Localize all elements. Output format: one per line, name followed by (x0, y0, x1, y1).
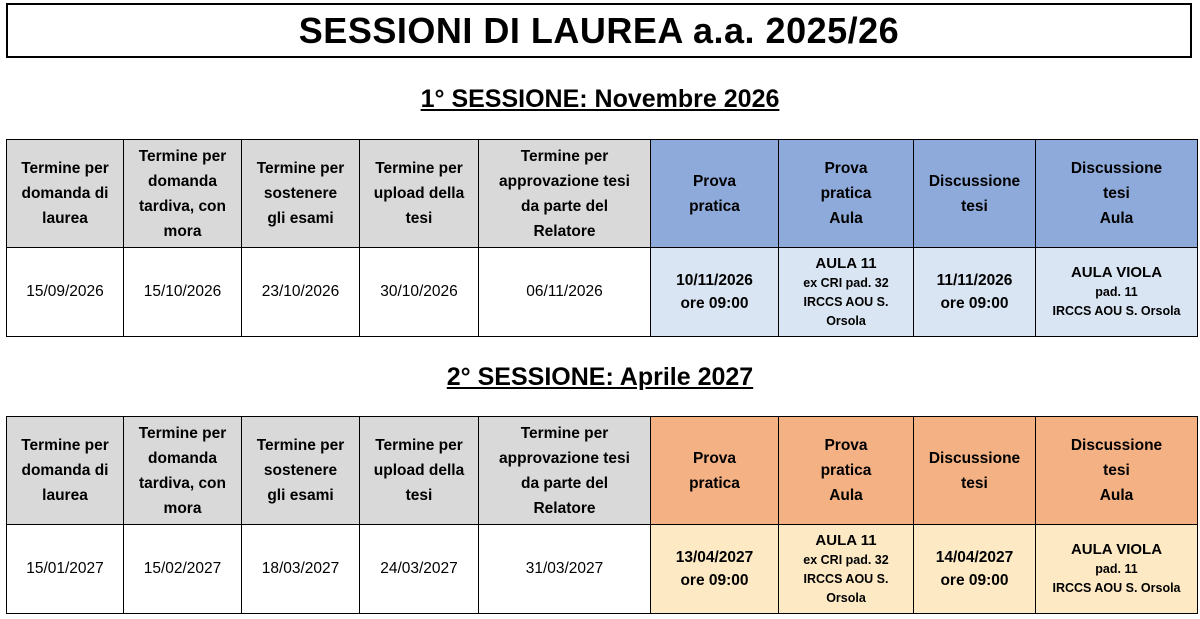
session-1-heading: 1° SESSIONE: Novembre 2026 (420, 85, 780, 113)
header-line: Discussione (1070, 160, 1163, 177)
header-cell (914, 140, 1036, 248)
header-cell (124, 140, 242, 248)
header-line: Termine per (520, 147, 609, 165)
deadline-cell: 30/10/2026 (360, 248, 479, 337)
disc-aula-detail: IRCCS AOU S. Orsola (1052, 304, 1181, 318)
header-row (7, 417, 1198, 525)
header-cell (914, 417, 1036, 525)
deadline-cell: 15/01/2027 (7, 525, 124, 614)
deadline-cell: 15/10/2026 (124, 248, 242, 337)
disc-date-cell (914, 248, 1036, 337)
header-line: tesi (1103, 462, 1130, 479)
disc-aula-cell (1036, 525, 1198, 614)
data-row (7, 248, 1198, 337)
header-line: Termine per (138, 147, 227, 165)
header-line: gli esami (267, 210, 334, 227)
header-cell (479, 140, 651, 248)
header-line: Prova (824, 160, 868, 177)
header-line: da parte del (521, 474, 608, 492)
header-line: Termine per (375, 437, 463, 454)
disc-aula-detail: IRCCS AOU S. Orsola (1052, 581, 1181, 595)
header-line: tesi (961, 474, 988, 492)
disc-aula-detail: pad. 11 (1095, 562, 1138, 576)
page-title: SESSIONI DI LAUREA a.a. 2025/26 (6, 3, 1192, 58)
prova-aula-detail: ex CRI pad. 32 (803, 552, 889, 567)
header-line: tesi (405, 210, 433, 227)
disc-aula-cell (1036, 248, 1198, 337)
header-line: pratica (689, 474, 740, 492)
disc-date-cell (914, 525, 1036, 614)
header-line: tesi (961, 197, 988, 215)
header-cell (779, 417, 914, 525)
header-line: mora (163, 222, 202, 240)
header-line: tesi (1103, 185, 1130, 202)
header-line: approvazione tesi (499, 172, 630, 190)
prova-aula-detail: IRCCS AOU S. (803, 294, 889, 309)
header-cell (779, 140, 914, 248)
prova-aula-detail: IRCCS AOU S. (803, 571, 889, 586)
deadline-cell: 15/09/2026 (7, 248, 124, 337)
session-1-table (6, 139, 1198, 337)
header-line: Aula (1099, 487, 1134, 504)
prova-date: 10/11/2026 (676, 272, 753, 289)
header-line: sostenere (263, 462, 338, 479)
header-line: laurea (42, 210, 88, 227)
deadline-cell: 06/11/2026 (479, 248, 651, 337)
header-cell (7, 140, 124, 248)
header-line: pratica (689, 197, 740, 215)
prova-aula-name: AULA 11 (815, 254, 877, 272)
header-cell (124, 417, 242, 525)
disc-date: 14/04/2027 (935, 549, 1014, 566)
header-line: gli esami (267, 487, 334, 504)
header-line: domanda di (21, 462, 109, 479)
disc-time: ore 09:00 (940, 572, 1009, 589)
header-line: Termine per (520, 424, 609, 442)
prova-aula-cell (779, 525, 914, 614)
data-row (7, 525, 1198, 614)
header-line: Termine per (21, 160, 109, 177)
header-line: Termine per (256, 160, 345, 177)
deadline-cell: 31/03/2027 (479, 525, 651, 614)
header-line: Termine per (21, 437, 109, 454)
header-line: domanda di (21, 185, 109, 202)
prova-aula-cell (779, 248, 914, 337)
header-line: Aula (829, 210, 863, 227)
header-line: domanda (148, 449, 217, 467)
prova-time: ore 09:00 (680, 572, 749, 589)
deadline-cell: 18/03/2027 (242, 525, 360, 614)
header-cell (651, 140, 779, 248)
header-line: Termine per (138, 424, 227, 442)
prova-time: ore 09:00 (680, 295, 749, 312)
disc-aula-detail: pad. 11 (1095, 285, 1138, 299)
disc-aula-name: AULA VIOLA (1070, 264, 1163, 281)
header-line: Discussione (928, 449, 1021, 467)
header-line: Prova (824, 437, 868, 454)
prova-aula-detail: Orsola (826, 590, 866, 605)
header-line: domanda (148, 172, 217, 190)
disc-time: ore 09:00 (940, 295, 1009, 312)
header-line: da parte del (521, 197, 608, 215)
header-line: laurea (42, 487, 88, 504)
prova-aula-detail: Orsola (826, 313, 866, 328)
header-line: tesi (405, 487, 433, 504)
header-line: approvazione tesi (499, 449, 630, 467)
header-line: Aula (829, 487, 863, 504)
prova-date-cell (651, 525, 779, 614)
header-cell (360, 140, 479, 248)
header-line: Relatore (533, 222, 596, 240)
header-line: pratica (820, 185, 872, 202)
session-2-table (6, 416, 1198, 614)
header-line: Aula (1099, 210, 1134, 227)
header-line: upload della (373, 185, 465, 202)
header-line: Termine per (375, 160, 463, 177)
header-line: pratica (820, 462, 872, 479)
prova-aula-detail: ex CRI pad. 32 (803, 275, 889, 290)
deadline-cell: 24/03/2027 (360, 525, 479, 614)
header-cell (651, 417, 779, 525)
header-cell (1036, 140, 1198, 248)
prova-date-cell (651, 248, 779, 337)
header-cell (242, 417, 360, 525)
disc-aula-name: AULA VIOLA (1070, 541, 1163, 558)
header-line: Prova (692, 449, 737, 467)
header-row (7, 140, 1198, 248)
header-cell (1036, 417, 1198, 525)
header-line: Relatore (533, 499, 596, 517)
prova-date: 13/04/2027 (675, 549, 754, 566)
header-line: Discussione (1070, 437, 1163, 454)
header-line: sostenere (263, 185, 338, 202)
deadline-cell: 15/02/2027 (124, 525, 242, 614)
header-cell (479, 417, 651, 525)
header-line: mora (163, 499, 202, 517)
header-line: Prova (692, 172, 737, 190)
header-cell (242, 140, 360, 248)
disc-date: 11/11/2026 (936, 272, 1013, 289)
header-line: tardiva, con (139, 474, 226, 492)
prova-aula-name: AULA 11 (815, 531, 877, 549)
header-cell (7, 417, 124, 525)
header-line: tardiva, con (139, 197, 226, 215)
header-line: Termine per (256, 437, 345, 454)
deadline-cell: 23/10/2026 (242, 248, 360, 337)
header-line: Discussione (928, 172, 1021, 190)
session-2-heading: 2° SESSIONE: Aprile 2027 (446, 363, 754, 391)
header-cell (360, 417, 479, 525)
header-line: upload della (373, 462, 465, 479)
